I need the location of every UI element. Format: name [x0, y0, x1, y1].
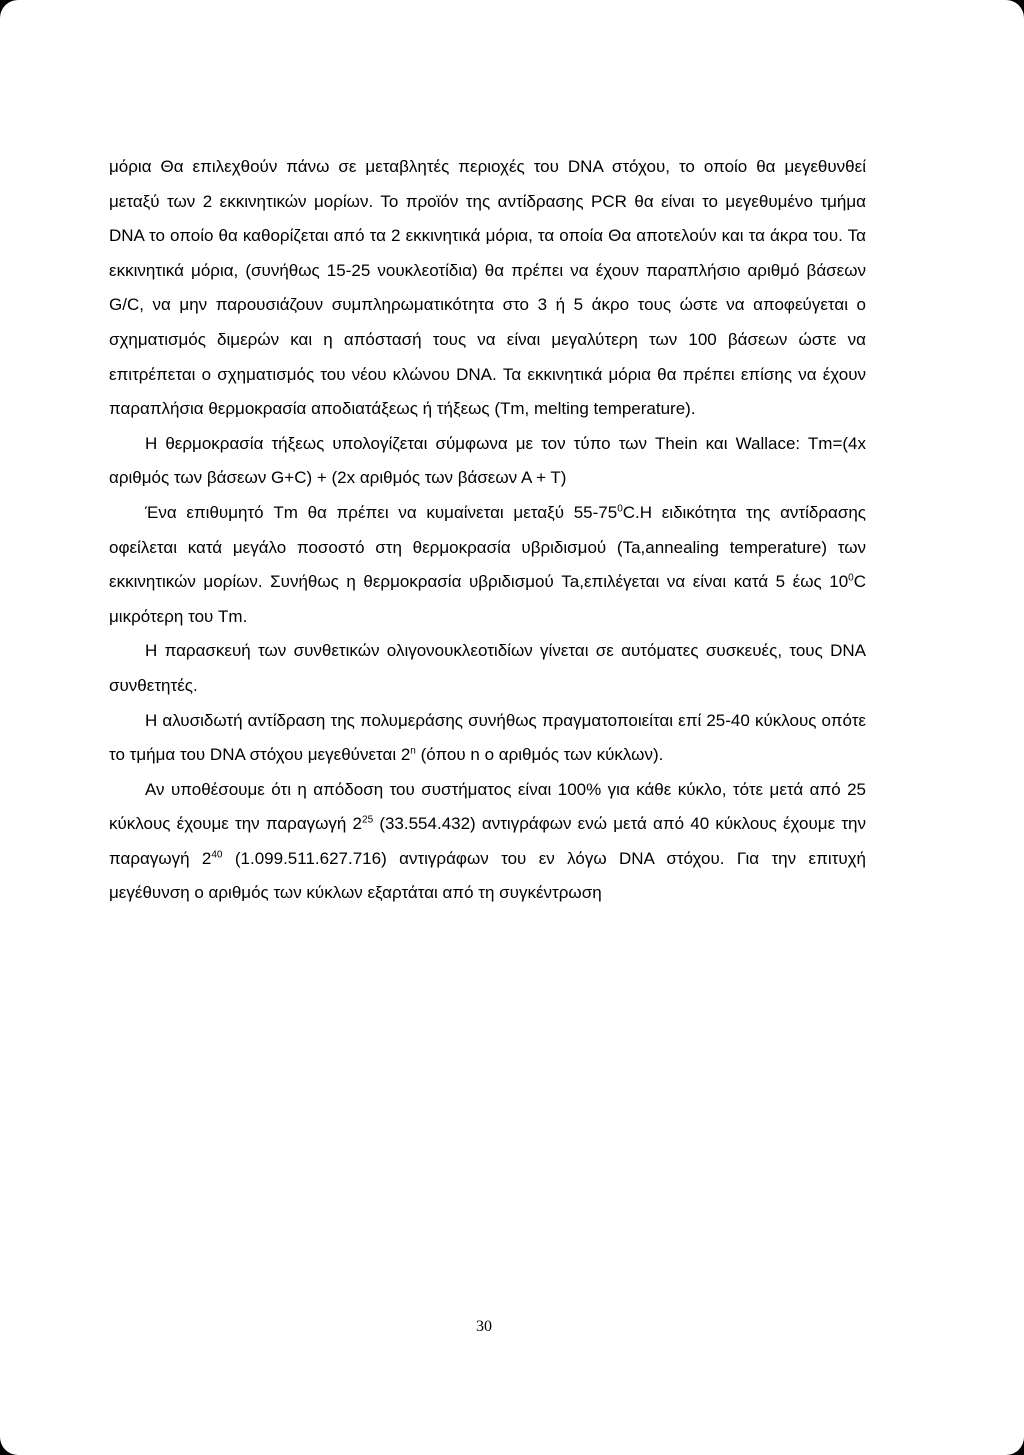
superscript: n: [410, 745, 416, 757]
text-segment: (33.554.432) αντιγράφων ενώ μετά από 40 κύκλους έχουμε την παραγωγή 2: [109, 814, 866, 868]
body-text: [109, 150, 866, 911]
text-segment: C.Η ειδικότητα της αντίδρασης οφείλεται κατά μεγάλο ποσοστό στη θερμοκρασία υβριδισμού (Ta,annealing temperature) των εκκινητικών μορίων. Συνήθως η θερμοκρασία υβριδισμού Ta,επιλέγεται να είναι κατά 5 έως 10: [109, 502, 866, 592]
paragraph-yield: [109, 773, 866, 911]
paragraph-primers: μόρια Θα επιλεχθούν πάνω σε μεταβλητές περιοχές του DNA στόχου, το οποίο θα μεγεθυνθεί μεταξύ των 2 εκκινητικών μορίων. Το προϊόν της αντίδρασης PCR θα είναι το μεγεθυμένο τμήμα DNA το οποίο θα καθορίζεται από τα 2 εκκινητικά μόρια, τα οποία Θα αποτελούν και τα άκρα του. Τα εκκινητικά μόρια, (συνήθως 15-25 νουκλεοτίδια) θα πρέπει να έχουν παραπλήσιο αριθμό βάσεων G/C, να μην παρουσιάζουν συμπληρωματικότητα στο 3 ή 5 άκρο τους ώστε να αποφεύγεται ο σχηματισμός διμερών και η απόστασή τους να είναι μεγαλύτερη των 100 βάσεων ώστε να επιτρέπεται ο σχηματισμός του νέου κλώνου DNA. Τα εκκινητικά μόρια θα πρέπει επίσης να έχουν παραπλήσια θερμοκρασία αποδιατάξεως ή τήξεως (Tm, melting temperature).: [109, 157, 866, 419]
text-segment: Αν υποθέσουμε ότι η απόδοση του συστήματος είναι 100% για κάθε κύκλο, τότε μετά από 25 κύκλους έχουμε την παραγωγή 2: [109, 779, 866, 834]
paragraph-melting-formula: Η θερμοκρασία τήξεως υπολογίζεται σύμφωνα με τον τύπο των Thein και Wallace: Tm=(4x αριθμός των βάσεων G+C) + (2x αριθμός των βάσεων Α + Τ): [109, 433, 866, 488]
text-segment: C μικρότερη του Tm.: [109, 572, 866, 626]
paragraph-synthesizers: Η παρασκευή των συνθετικών ολιγονουκλεοτιδίων γίνεται σε αυτόματες συσκευές, τους DNA συνθετητές.: [109, 641, 866, 695]
text-segment: (1.099.511.627.716) αντιγράφων του εν λόγω DNA στόχου. Για την επιτυχή μεγέθυνση ο αριθμός των κύκλων εξαρτάται από τη συγκέντρωση: [109, 848, 866, 903]
page-number: 30: [476, 1318, 492, 1335]
superscript: 0: [617, 503, 623, 515]
superscript: 40: [211, 849, 223, 861]
superscript: 0: [848, 572, 854, 584]
text-segment: Ένα επιθυμητό Tm θα πρέπει να κυμαίνεται μεταξύ 55-75: [145, 502, 618, 522]
paragraph-cycles: [109, 704, 866, 773]
paragraph-annealing: [109, 496, 866, 634]
superscript: 25: [362, 814, 374, 826]
text-segment: Η αλυσιδωτή αντίδραση της πολυμεράσης συνήθως πραγματοποιείται επί 25-40 κύκλους οπότε το τμήμα του DNA στόχου μεγεθύνεται 2: [109, 710, 866, 765]
text-segment: (όπου n ο αριθμός των κύκλων).: [415, 745, 664, 765]
